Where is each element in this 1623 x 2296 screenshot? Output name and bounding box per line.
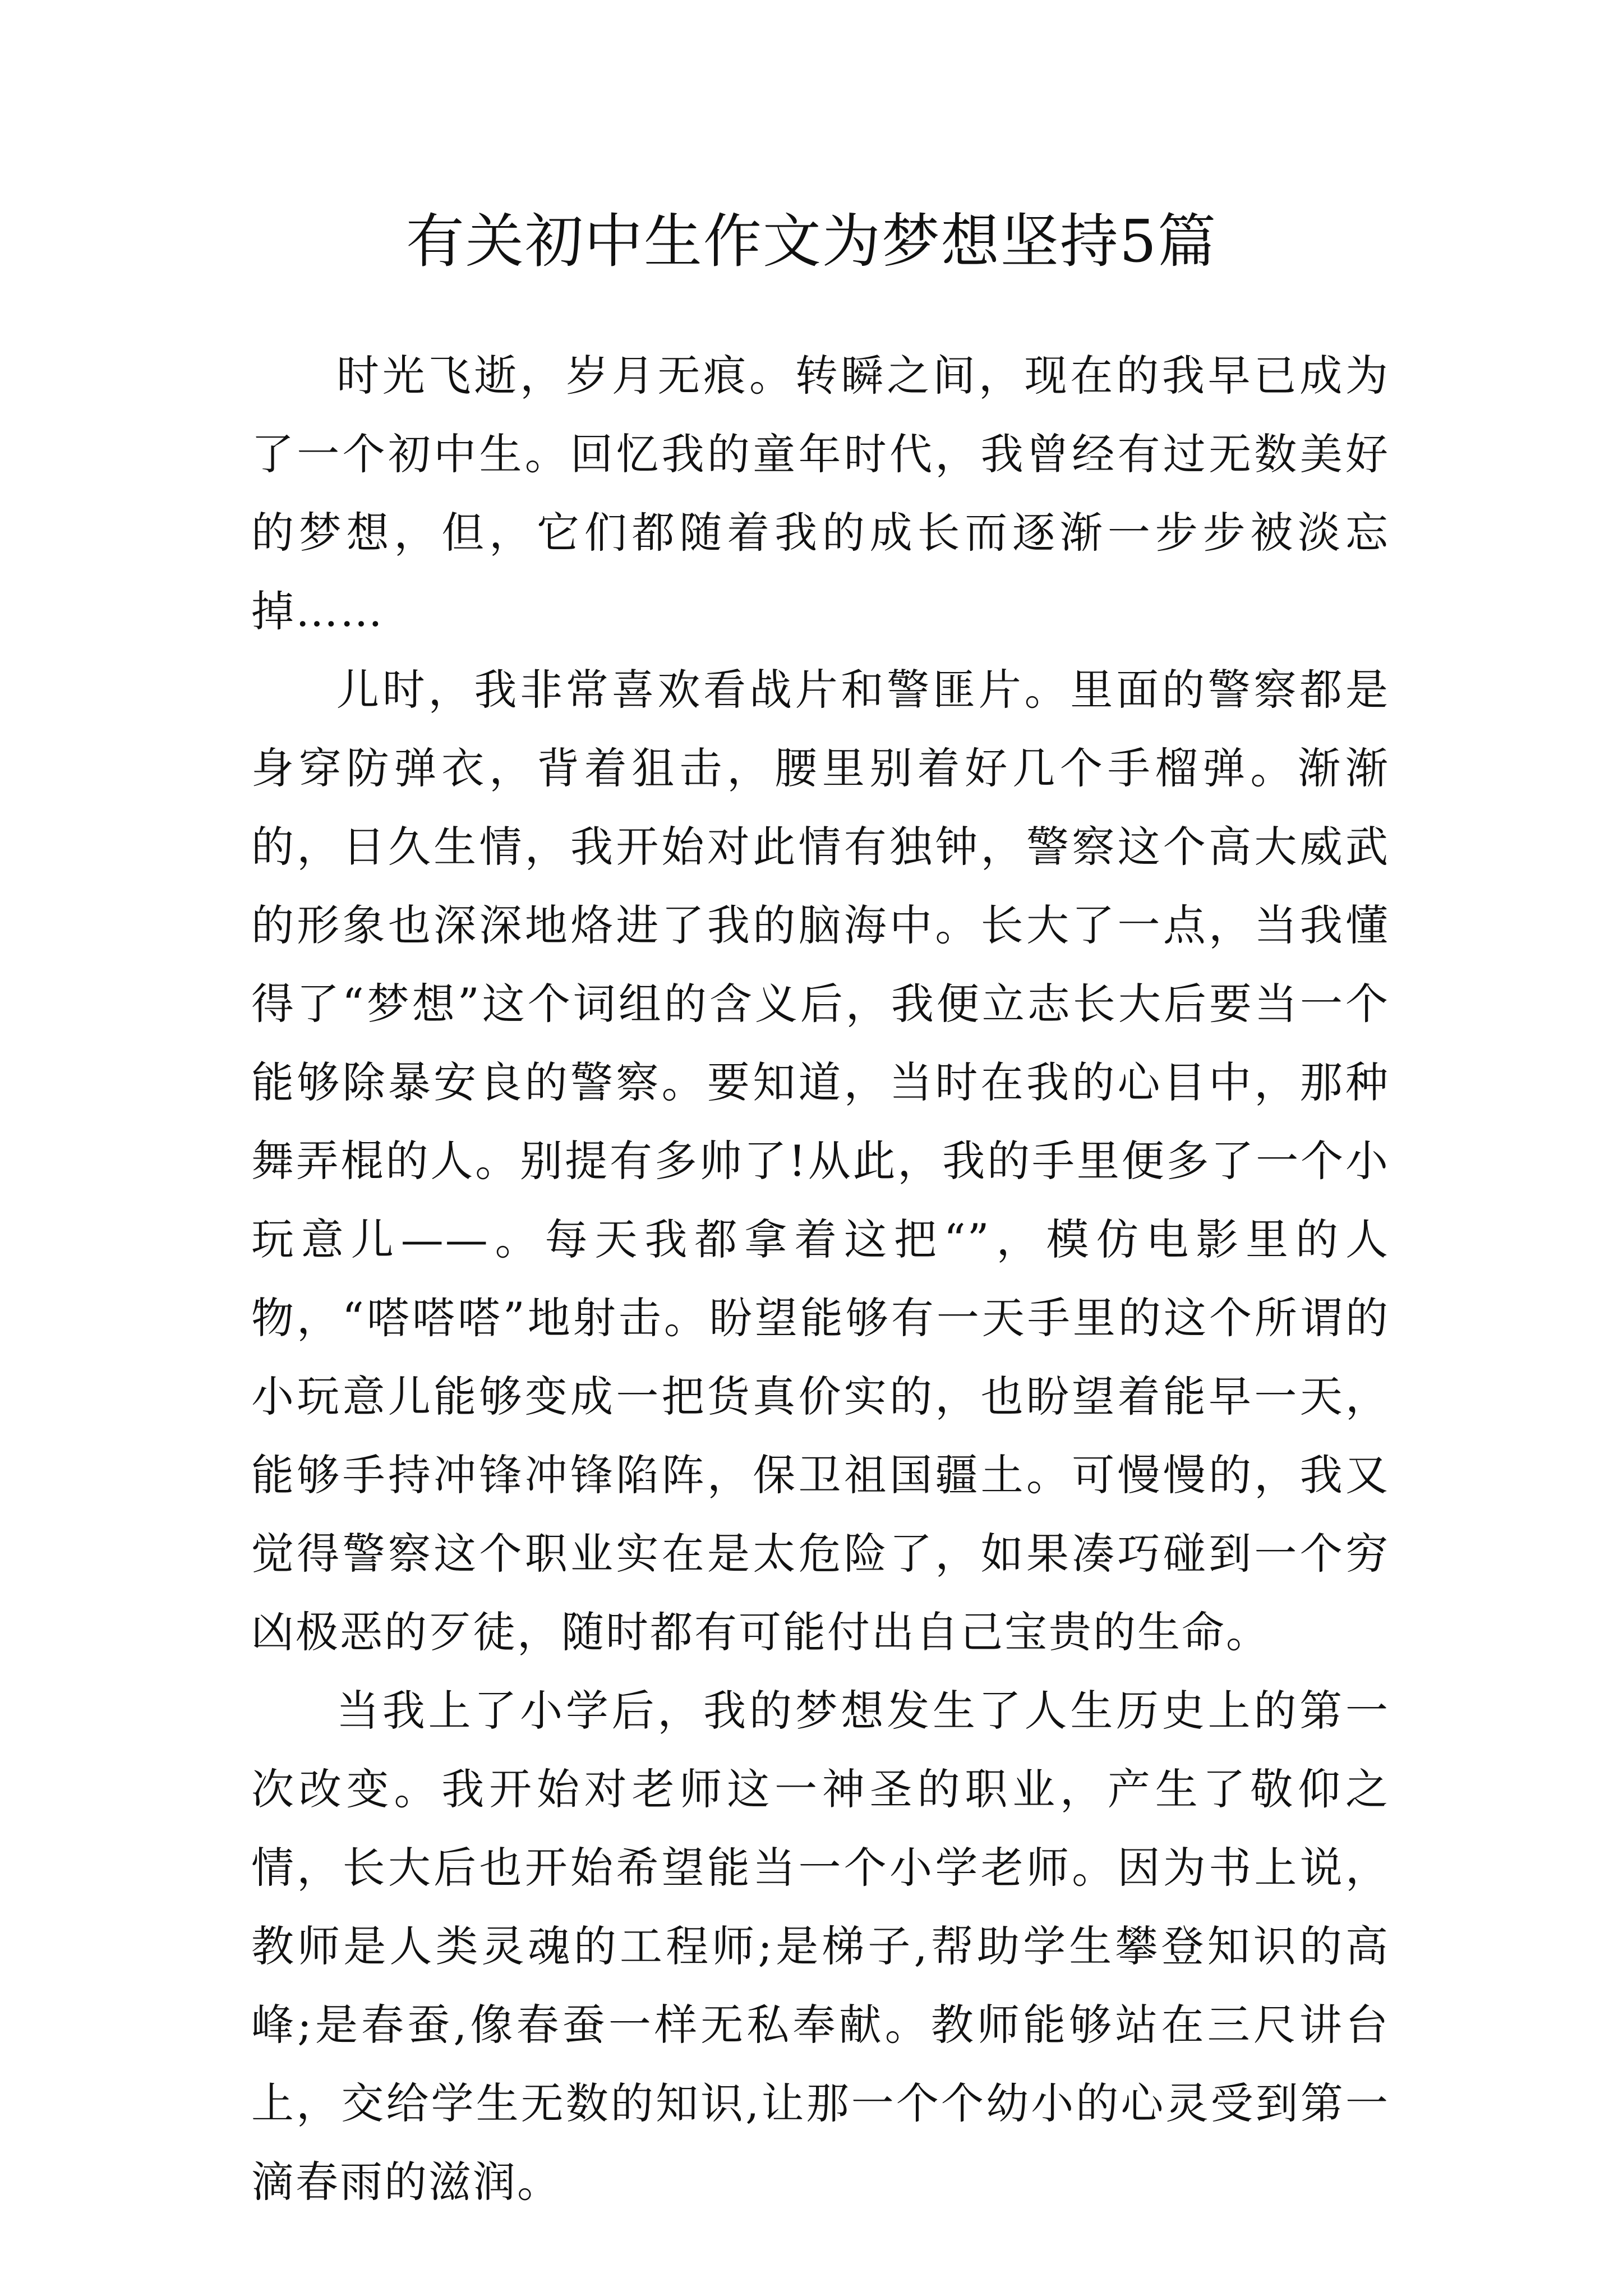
document-body bbox=[251, 337, 1390, 2221]
paragraph-2: 儿时，我非常喜欢看战片和警匪片。里面的警察都是身穿防弹衣，背着狙击，腰里别着好几个手榴弹。渐渐的，日久生情，我开始对此情有独钟，警察这个高大威武的形象也深深地烙进了我的脑海中。长大了一点，当我懂得了“梦想”这个词组的含义后，我便立志长大后要当一个能够除暴安良的警察。要知道，当时在我的心目中，那种舞弄棍的人。别提有多帅了!从此，我的手里便多了一个小玩意儿——。每天我都拿着这把“”，模仿电影里的人物，“嗒嗒嗒”地射击。盼望能够有一天手里的这个所谓的小玩意儿能够变成一把货真价实的，也盼望着能早一天，能够手持冲锋冲锋陷阵，保卫祖国疆土。可慢慢的，我又觉得警察这个职业实在是太危险了，如果凑巧碰到一个穷凶极恶的歹徒，随时都有可能付出自己宝贵的生命。 bbox=[251, 665, 1390, 1657]
document-title: 有关初中生作文为梦想坚持5篇 bbox=[405, 207, 1218, 275]
paragraph-1: 时光飞逝，岁月无痕。转瞬之间，现在的我早已成为了一个初中生。回忆我的童年时代，我曾经有过无数美好的梦想，但，它们都随着我的成长而逐渐一步步被淡忘掉…… bbox=[251, 351, 1390, 636]
paragraph-3: 当我上了小学后，我的梦想发生了人生历史上的第一次改变。我开始对老师这一神圣的职业，产生了敬仰之情，长大后也开始希望能当一个小学老师。因为书上说，教师是人类灵魂的工程师;是梯子,帮助学生攀登知识的高峰;是春蚕,像春蚕一样无私奉献。教师能够站在三尺讲台上，交给学生无数的知识,让那一个个幼小的心灵受到第一滴春雨的滋润。 bbox=[251, 1686, 1390, 2207]
